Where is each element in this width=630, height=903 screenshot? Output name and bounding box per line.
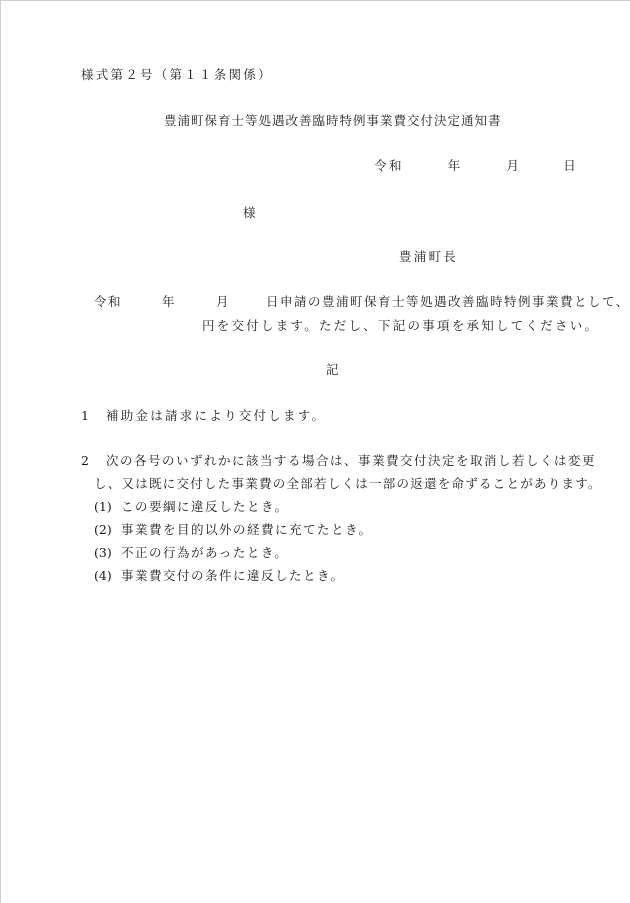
subitem-2-text: 事業費を目的以外の経費に充てたとき。	[121, 522, 373, 537]
body-first-line	[94, 294, 630, 310]
item-2	[81, 453, 596, 469]
subitem-3-number: (3)	[94, 545, 112, 560]
ki-heading: 記	[326, 362, 341, 377]
body-year: 年	[162, 294, 177, 309]
subitem-4-text: 事業費交付の条件に違反したとき。	[121, 568, 345, 583]
body-first-line-text: 日申請の豊浦町保育士等処遇改善臨時特例事業費として、	[266, 294, 630, 309]
item-1-number: 1	[81, 408, 89, 423]
subitem-3-text: 不正の行為があったとき。	[121, 545, 289, 560]
document-title: 豊浦町保育士等処遇改善臨時特例事業費交付決定通知書	[164, 113, 502, 128]
item-2-number: 2	[81, 453, 89, 468]
date-day: 日	[563, 158, 578, 173]
sender-name: 豊浦町長	[399, 249, 459, 264]
form-number: 様式第２号（第１１条関係）	[81, 67, 273, 82]
date-era: 令和	[374, 158, 404, 173]
body-month: 月	[216, 294, 231, 309]
body-second-line: 円を交付します。ただし、下記の事項を承知してください。	[202, 318, 600, 333]
subitem-1-text: この要綱に違反したとき。	[121, 499, 289, 514]
date-year: 年	[447, 158, 463, 173]
subitem-3	[94, 545, 288, 561]
subitem-4	[94, 568, 345, 584]
date-month: 月	[506, 158, 522, 173]
item-1	[81, 408, 326, 424]
item-2-text: 次の各号のいずれかに該当する場合は、事業費交付決定を取消し若しくは変更	[106, 453, 597, 468]
subitem-2-number: (2)	[94, 522, 112, 537]
subitem-4-number: (4)	[94, 568, 112, 583]
date-line	[374, 158, 578, 174]
item-1-text: 補助金は請求により交付します。	[106, 408, 327, 423]
subitem-1	[94, 499, 289, 515]
addressee-suffix: 様	[243, 205, 258, 220]
body-era: 令和	[94, 294, 123, 309]
item-2-continuation: し、又は既に交付した事業費の全部若しくは一部の返還を命ずることがあります。	[94, 476, 602, 491]
subitem-2	[94, 522, 373, 538]
subitem-1-number: (1)	[94, 499, 112, 514]
